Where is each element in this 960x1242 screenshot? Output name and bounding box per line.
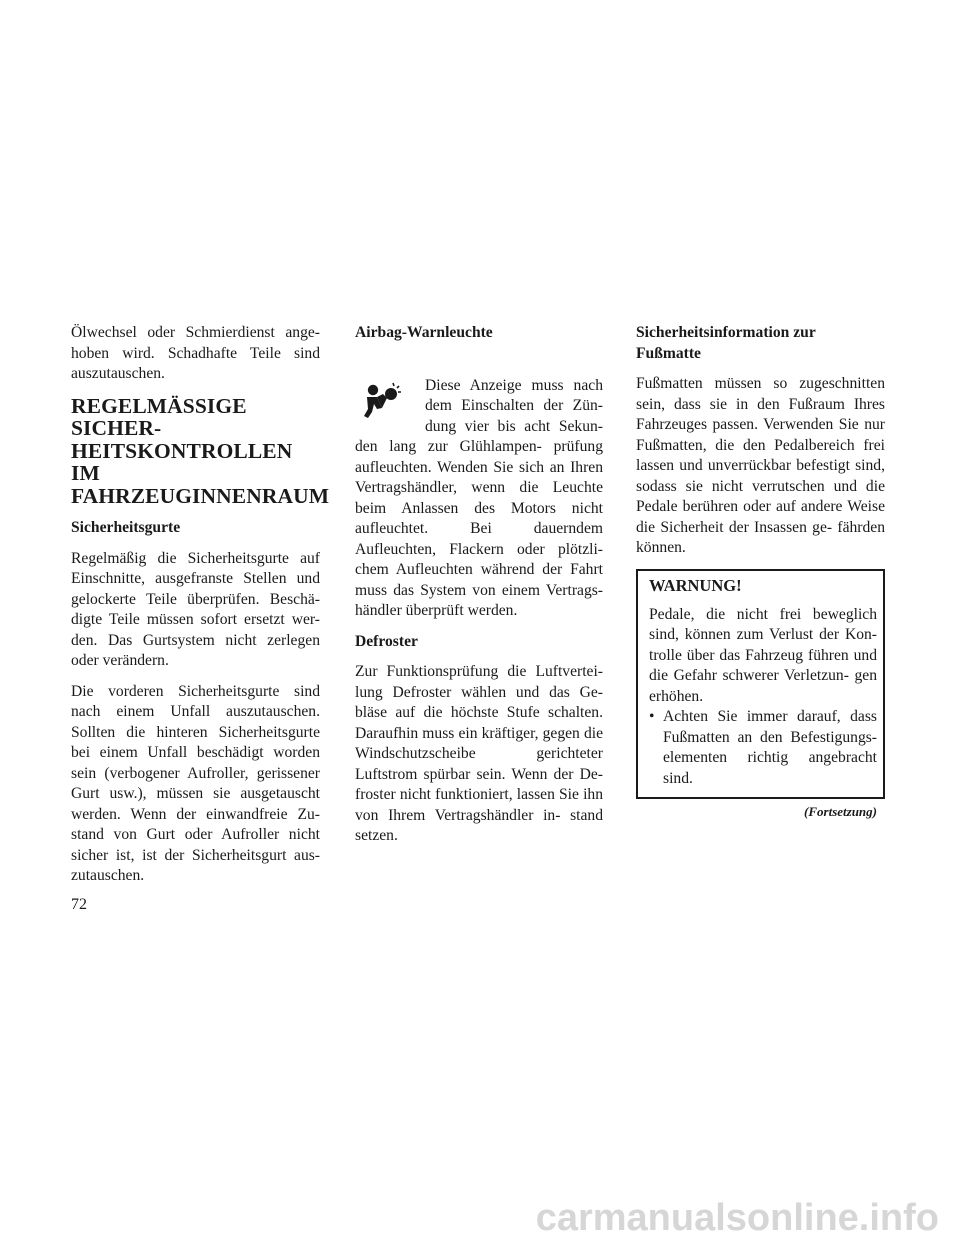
warning-box [636, 569, 885, 800]
airbag-heading: Airbag-Warnleuchte [355, 324, 493, 341]
warning-text: Pedale, die nicht frei beweglich sind, können zum Verlust der Kon- trolle über das Fahrzeug führen und die Gefahr schwerer Verletzun- gen erhöhen. [649, 605, 877, 705]
mat-paragraph: Fußmatten müssen so zugeschnitten sein, dass sie in den Fußraum Ihres Fahrzeuges passen. Verwenden Sie nur Fußmatten, die den Pedalbereich frei lassen und unverrückbar befestigt sind, sodass sie nicht verrutschen und die Pedale berühren oder auf andere Weise die Sicherheit der Insassen ge- fährden können. [636, 375, 885, 556]
column-middle [355, 323, 603, 847]
intro-paragraph: Ölwechsel oder Schmierdienst ange- hoben wird. Schadhafte Teile sind auszutauschen. [71, 324, 320, 382]
mat-heading [636, 323, 885, 364]
warning-bullet-text: Achten Sie immer darauf, dass Fußmatten an den Befestigungs- elementen richtig angebracht sind. [663, 708, 877, 787]
column-right [636, 323, 885, 821]
belts-paragraph-1: Regelmäßig die Sicherheitsgurte auf Einschnitte, ausgefranste Stellen und gelockerte Teile überprüfen. Beschä- digte Teile müssen sofort ersetzt wer- den. Das Gurtsystem nicht zerlegen oder verändern. [71, 549, 320, 669]
column-left [71, 323, 330, 887]
warning-bullet [649, 707, 877, 789]
mat-heading-line-2: Fußmatte [636, 344, 701, 362]
airbag-paragraph: Diese Anzeige muss nach dem Einschalten der Zün- dung vier bis acht Sekun- den lang zur Glühlampen- prüfung aufleuchten. Wenden Sie sich an Ihren Vertragshändler, wenn die Leuchte beim Anlassen des Motors nicht aufleuchtet. Bei dauerndem Aufleuchten, Flackern oder plötzli- chem Aufleuchten während der Fahrt muss das System von einem Vertrags- händler überprüft werden. [355, 376, 603, 619]
spacer [355, 354, 603, 376]
warning-title: WARNUNG! [649, 575, 742, 595]
airbag-warning-icon [363, 382, 401, 420]
defroster-paragraph: Zur Funktionsprüfung die Luftvertei- lung Defroster wählen und das Ge- bläse auf die höchste Stufe schalten. Daraufhin muss ein kräftiger, gegen die Windschutzscheibe gerichteter Luftstrom spürbar sein. Wenn der De- froster nicht funktioniert, lassen Sie ihn von Ihrem Vertragshändler in- stand setzen. [355, 663, 603, 844]
watermark-logo [384, 1196, 944, 1240]
section-heading [71, 393, 330, 508]
mat-heading-line-1: Sicherheitsinformation zur [636, 324, 816, 341]
page-number: 72 [71, 896, 87, 913]
belts-heading: Sicherheitsgurte [71, 519, 181, 536]
section-heading-line-3: FAHRZEUGINNENRAUM [71, 483, 330, 508]
bullet-mark: • [649, 708, 655, 725]
section-heading-line-1: REGELMÄSSIGE SICHER- [71, 393, 247, 440]
watermark-text: carmanualsonline.info [535, 1197, 939, 1239]
airbag-block [355, 376, 603, 622]
continued-note: (Fortsetzung) [804, 804, 877, 819]
belts-paragraph-2: Die vorderen Sicherheitsgurte sind nach einem Unfall auszutauschen. Sollten die hinteren Sicherheitsgurte bei einem Unfall beschädigt worden sein (verbogener Aufroller, gerissener Gurt usw.), müssen sie ausgetauscht werden. Wenn der einwandfreie Zu- stand von Gurt oder Aufroller nicht sicher ist, ist der Sicherheitsgurt aus- zutauschen. [71, 682, 320, 884]
defroster-heading: Defroster [355, 632, 418, 650]
section-heading-line-2: HEITSKONTROLLEN IM [71, 438, 293, 485]
